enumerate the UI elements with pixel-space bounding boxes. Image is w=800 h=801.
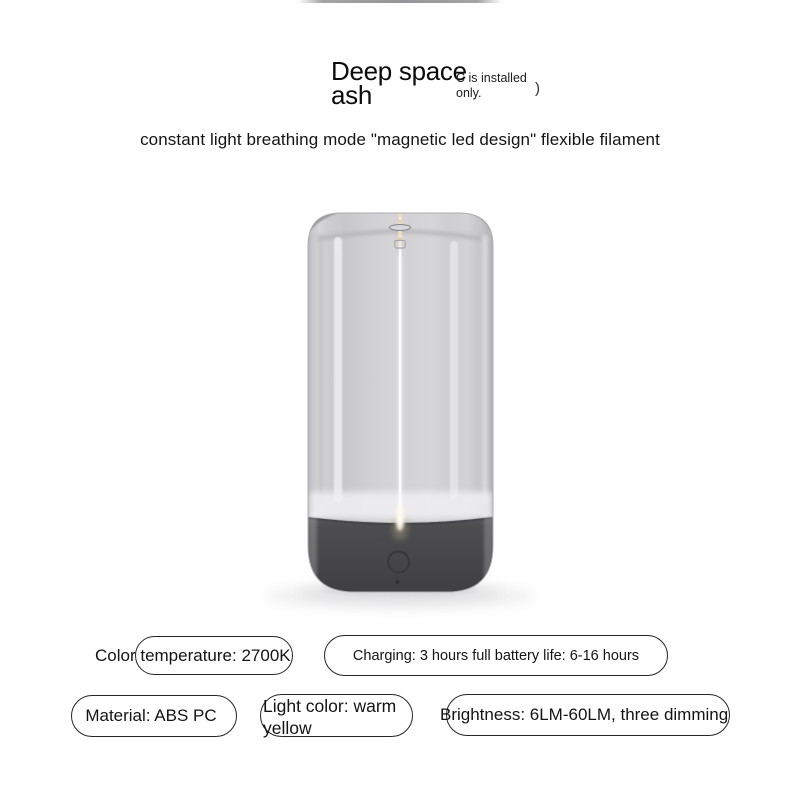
led-dot-5 <box>398 242 402 246</box>
indicator-dot <box>396 580 399 583</box>
spec-badge-label: Charging: 3 hours full battery life: 6-16 hours <box>352 647 640 664</box>
spec-badge-brightness <box>440 694 730 736</box>
spec-badge-label: Light color: warm yellow <box>263 696 397 738</box>
filament-line <box>399 215 402 525</box>
spec-badge-charging <box>324 635 668 676</box>
spec-badge-material <box>71 695 237 737</box>
spec-badge-label: Color temperature: 2700K <box>95 645 291 665</box>
led-dot-2 <box>398 219 403 224</box>
lamp-product-render <box>260 195 540 625</box>
base-tint-left <box>308 513 317 593</box>
magnet-disc <box>390 225 411 231</box>
previous-section-edge <box>298 0 502 3</box>
led-dot-1 <box>398 213 402 217</box>
spec-badge-label: Brightness: 6LM-60LM, three dimming <box>440 705 729 724</box>
spec-badge-color-temperature <box>95 636 293 675</box>
glass-highlight-right <box>450 241 458 499</box>
product-title: Deep space ash <box>331 56 467 110</box>
glass-highlight-left <box>334 237 342 503</box>
product-subtitle: constant light breathing mode "magnetic led design" flexible filament <box>140 130 660 149</box>
glass-edge-shade-left <box>318 235 323 505</box>
glass-edge-sheen-right <box>482 235 488 505</box>
lamp-illustration <box>260 195 540 625</box>
spec-badge-label: Material: ABS PC <box>85 706 217 725</box>
led-dot-3 <box>398 231 403 236</box>
spec-badge-light-color <box>260 694 413 737</box>
base-tint-right <box>484 513 493 593</box>
closing-parenthesis: ) <box>535 80 540 97</box>
product-note: C is installed only. <box>456 71 527 100</box>
